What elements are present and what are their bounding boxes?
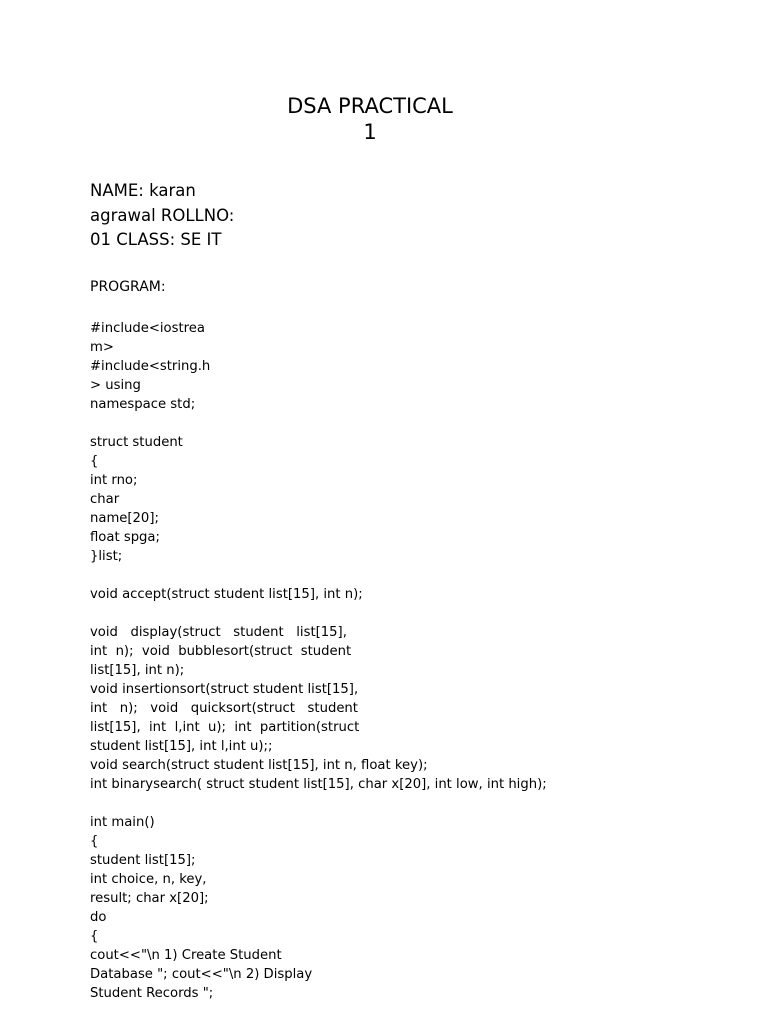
code-line: struct student (90, 435, 183, 450)
code-line: void display(struct student list[15], (90, 625, 347, 640)
code-listing (90, 319, 547, 1003)
code-line: { (90, 454, 99, 469)
code-line: result; char x[20]; (90, 891, 209, 906)
student-info-line-2: agrawal ROLLNO: (90, 205, 235, 225)
student-info-line-3: 01 CLASS: SE IT (90, 230, 222, 249)
code-line: }list; (90, 549, 123, 564)
student-info-line-1: NAME: karan (90, 181, 196, 200)
code-line: list[15], int l,int u); int partition(struct (90, 720, 360, 735)
code-line: cout<<"\n 1) Create Student (90, 948, 282, 963)
title-line-2: 1 (363, 120, 377, 144)
code-line: { (90, 834, 99, 849)
title-line-1: DSA PRACTICAL (287, 94, 453, 118)
code-line: Student Records "; (90, 986, 214, 1001)
document-title (0, 93, 740, 145)
code-line: #include<string.h (90, 359, 211, 374)
code-line (90, 794, 547, 813)
code-line: int rno; (90, 473, 138, 488)
code-line (90, 566, 547, 585)
code-line: float spga; (90, 530, 160, 545)
code-line: m> (90, 340, 114, 355)
code-line: void accept(struct student list[15], int n); (90, 587, 363, 602)
code-line: do (90, 910, 107, 925)
code-line: void insertionsort(struct student list[15], (90, 682, 359, 697)
code-line: #include<iostrea (90, 321, 205, 336)
code-line: int choice, n, key, (90, 872, 207, 887)
code-line: int n); void bubblesort(struct student (90, 644, 352, 659)
code-line: student list[15], int l,int u);; (90, 739, 273, 754)
code-line: name[20]; (90, 511, 159, 526)
code-line: > using (90, 378, 141, 393)
program-heading: PROGRAM: (90, 279, 166, 295)
code-line: Database "; cout<<"\n 2) Display (90, 967, 313, 982)
code-line: student list[15]; (90, 853, 196, 868)
code-line: list[15], int n); (90, 663, 185, 678)
code-line (90, 604, 547, 623)
code-line: int main() (90, 815, 155, 830)
code-line: int binarysearch( struct student list[15], char x[20], int low, int high); (90, 777, 547, 792)
student-info (90, 179, 234, 253)
code-line: void search(struct student list[15], int n, float key); (90, 758, 428, 773)
code-line: namespace std; (90, 397, 196, 412)
code-line (90, 414, 547, 433)
code-line: { (90, 929, 99, 944)
code-line: char (90, 492, 120, 507)
code-line: int n); void quicksort(struct student (90, 701, 358, 716)
